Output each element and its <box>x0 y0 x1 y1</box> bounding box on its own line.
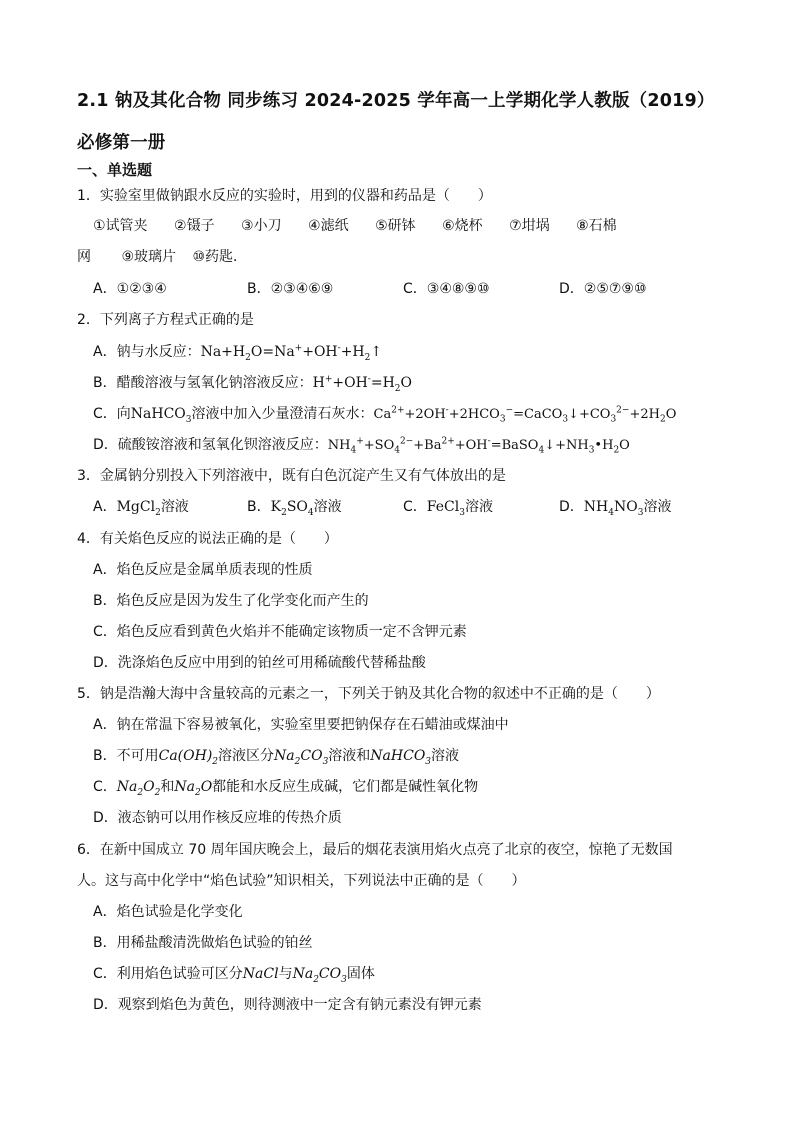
q1-stem: 1．实验室里做钠跟水反应的实验时，用到的仪器和药品是（ ） <box>77 188 492 204</box>
option-text: C． <box>93 779 117 795</box>
q1-item: ⑧石棉 <box>576 218 617 234</box>
q2-option-a <box>93 341 382 363</box>
equation: $H^++OH^-=H_2O$ <box>312 374 413 394</box>
formula: NaHCO$_3$ <box>370 748 432 767</box>
q3-option-b <box>247 496 342 518</box>
q1-item: ⑤研钵 <box>375 218 416 234</box>
formula: NaHCO$_3$ <box>130 406 192 425</box>
q5-option-c <box>93 776 478 798</box>
q1-item: ⑦坩埚 <box>509 218 550 234</box>
equation: $Ca^{2+}+2OH^-+2HCO_3^-=CaCO_3↓+CO_3^{2-}+2H_2O$ <box>373 405 677 425</box>
option-text: 都能和水反应生成碱，它们都是碱性氧化物 <box>212 779 479 795</box>
formula: $K_2SO_4$ <box>270 499 314 518</box>
q4-option-b: B．焰色反应是因为发生了化学变化而产生的 <box>93 593 369 609</box>
q3-option-d <box>559 496 671 518</box>
q2-option-b-label: B．醋酸溶液与氢氧化钠溶液反应： <box>93 375 313 391</box>
q1-item: ①试管夹 <box>93 218 148 234</box>
q4-option-d: D．洗涤焰色反应中用到的铂丝可用稀硫酸代替稀盐酸 <box>93 655 426 671</box>
option-label: B． <box>247 499 271 515</box>
q1-option-a: A．①②③④ <box>93 281 167 297</box>
q3-option-a <box>93 496 189 518</box>
formula: FeCl$_3$ <box>426 499 465 518</box>
q2-stem: 2．下列离子方程式正确的是 <box>77 312 254 328</box>
q1-option-c: C．③④⑧⑨⑩ <box>403 281 490 297</box>
q1-option-b: B．②③④⑥⑨ <box>247 281 334 297</box>
option-label: D． <box>559 499 584 515</box>
q3-option-c <box>403 496 493 518</box>
q5-option-d: D．液态钠可以用作核反应堆的传热介质 <box>93 810 342 826</box>
formula: $Na_2O$ <box>174 779 213 798</box>
q1-item: ③小刀 <box>241 218 282 234</box>
q6-stem-line2: 人。这与高中化学中“焰色试验”知识相关，下列说法中正确的是（ ） <box>77 873 526 889</box>
q1-option-d: D．②⑤⑦⑨⑩ <box>559 281 647 297</box>
formula: $NH_4NO_3$ <box>583 499 644 518</box>
equation: $Na+H_2O=Na^++OH^-+H_2↑$ <box>200 343 383 363</box>
q4-stem: 4．有关焰色反应的说法正确的是（ ） <box>77 531 338 547</box>
q2-option-d <box>93 434 630 457</box>
q3-stem: 3．金属钠分别投入下列溶液中，既有白色沉淀产生又有气体放出的是 <box>77 468 506 484</box>
option-text: 溶液 <box>643 499 672 515</box>
option-text: 固体 <box>346 966 375 982</box>
q5-option-a: A．钠在常温下容易被氧化，实验室里要把钠保存在石蜡油或煤油中 <box>93 717 509 733</box>
q1-items-line2 <box>77 246 269 268</box>
formula: NaCl <box>242 966 279 982</box>
document-title: 2.1 钠及其化合物 同步练习 2024-2025 学年高一上学期化学人教版（2019）必修第一册 <box>77 91 715 153</box>
q4-option-c: C．焰色反应看到黄色火焰并不能确定该物质一定不含钾元素 <box>93 624 467 640</box>
formula: $Na_2O_2$ <box>116 779 161 798</box>
option-text: 溶液 <box>431 748 460 764</box>
option-text: 溶液 <box>160 499 189 515</box>
q5-stem: 5．钠是浩瀚大海中含量较高的元素之一，下列关于钠及其化合物的叙述中不正确的是（ ） <box>77 686 660 702</box>
formula: MgCl$_2$ <box>116 499 161 518</box>
q6-option-c <box>93 963 375 985</box>
option-label: C． <box>403 499 427 515</box>
option-text: 和 <box>160 779 175 795</box>
q5-option-b <box>93 745 459 767</box>
option-label: A． <box>93 499 117 515</box>
equation: $NH_4^++SO_4^{2-}+Ba^{2+}+OH^-=BaSO_4↓+NH_3•H_2O$ <box>327 436 630 456</box>
q2-option-c-label: C．向 <box>93 406 131 422</box>
q1-items-line1 <box>93 215 617 237</box>
q1-item: 网 <box>77 249 91 265</box>
q2-option-b <box>93 372 412 394</box>
option-text: B．不可用 <box>93 748 159 764</box>
option-text: 与 <box>278 966 293 982</box>
option-text: C．利用焰色试验可区分 <box>93 966 243 982</box>
formula: $Na_2CO_3$ <box>292 966 347 985</box>
q6-stem-line1: 6．在新中国成立 70 周年国庆晚会上，最后的烟花表演用焰火点亮了北京的夜空，惊艳了无数国 <box>77 842 673 858</box>
q1-item: ⑩药匙． <box>192 249 248 265</box>
q1-item: ⑨玻璃片 <box>121 249 177 265</box>
q6-option-d: D．观察到焰色为黄色，则待测液中一定含有钠元素没有钾元素 <box>93 997 482 1013</box>
q2-option-c <box>93 403 676 426</box>
q1-item: ②镊子 <box>174 218 215 234</box>
formula: $Na_2CO_3$ <box>274 748 329 767</box>
q2-option-a-label: A．钠与水反应： <box>93 344 201 360</box>
q6-option-b: B．用稀盐酸清洗做焰色试验的铂丝 <box>93 935 313 951</box>
option-text: 溶液和 <box>328 748 371 764</box>
q6-option-a: A．焰色试验是化学变化 <box>93 904 243 920</box>
q2-option-d-label: D．硫酸铵溶液和氢氧化钡溶液反应： <box>93 437 328 453</box>
q1-item: ④滤纸 <box>308 218 349 234</box>
q2-option-c-text: 溶液中加入少量澄清石灰水： <box>191 406 374 422</box>
section-heading: 一、单选题 <box>77 161 153 179</box>
option-text: 溶液 <box>464 499 493 515</box>
formula: $Ca(OH)_2$ <box>158 748 219 767</box>
option-text: 溶液区分 <box>218 748 275 764</box>
option-text: 溶液 <box>313 499 342 515</box>
q1-item: ⑥烧杯 <box>442 218 483 234</box>
q4-option-a: A．焰色反应是金属单质表现的性质 <box>93 562 313 578</box>
